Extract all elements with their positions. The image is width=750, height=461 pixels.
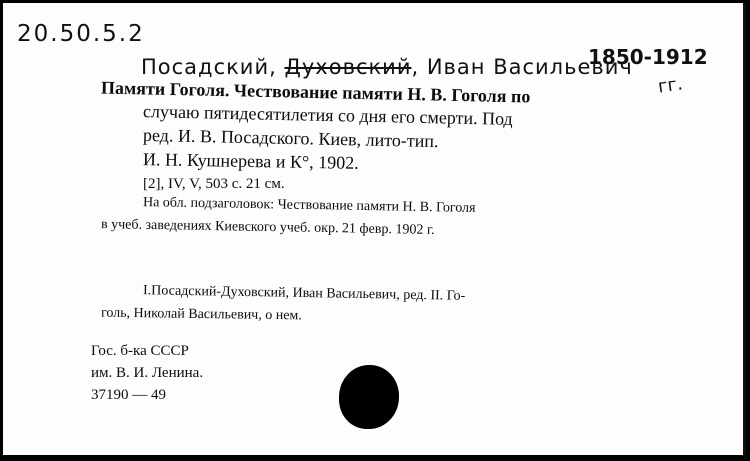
note-line-1: На обл. подзаголовок: Чествование памяти Н. В. Гоголя	[142, 195, 476, 216]
tracing-line-2: голь, Николай Васильевич, о нем.	[100, 305, 302, 324]
note-line-2: в учеб. заведениях Киевского учеб. окр. 21 февр. 1902 г.	[100, 217, 435, 238]
life-years: 1850-1912	[588, 45, 708, 69]
author-given-names: , Иван Васильевич	[411, 55, 633, 79]
library-stamp-line-1: Гос. б-ка СССР	[91, 343, 189, 359]
tracing-line-1: I.Посадский-Духовский, Иван Васильевич, ред. II. Го-	[142, 283, 466, 304]
catalog-card	[3, 3, 746, 455]
years-suffix: гг.	[656, 73, 684, 98]
author-heading	[141, 55, 633, 79]
library-stamp-line-3: 37190 — 49	[91, 387, 166, 403]
author-surname: Посадский,	[141, 55, 277, 79]
call-number: 20.50.5.2	[17, 21, 145, 47]
author-struck-name: Духовский	[284, 55, 412, 79]
library-stamp-line-2: им. В. И. Ленина.	[91, 365, 204, 381]
punch-hole	[339, 365, 399, 429]
title-line-2: случаю пятидесятилетия со дня его смерти. Под	[142, 101, 513, 129]
collation-line: [2], IV, V, 503 с. 21 см.	[143, 176, 285, 192]
title-line-3: ред. И. В. Посадского. Киев, лито-тип.	[142, 124, 439, 152]
imprint-line: И. Н. Кушнерева и К°, 1902.	[142, 149, 359, 173]
title-line-1: Памяти Гоголя. Чествование памяти Н. В. Гоголя по	[100, 77, 531, 107]
